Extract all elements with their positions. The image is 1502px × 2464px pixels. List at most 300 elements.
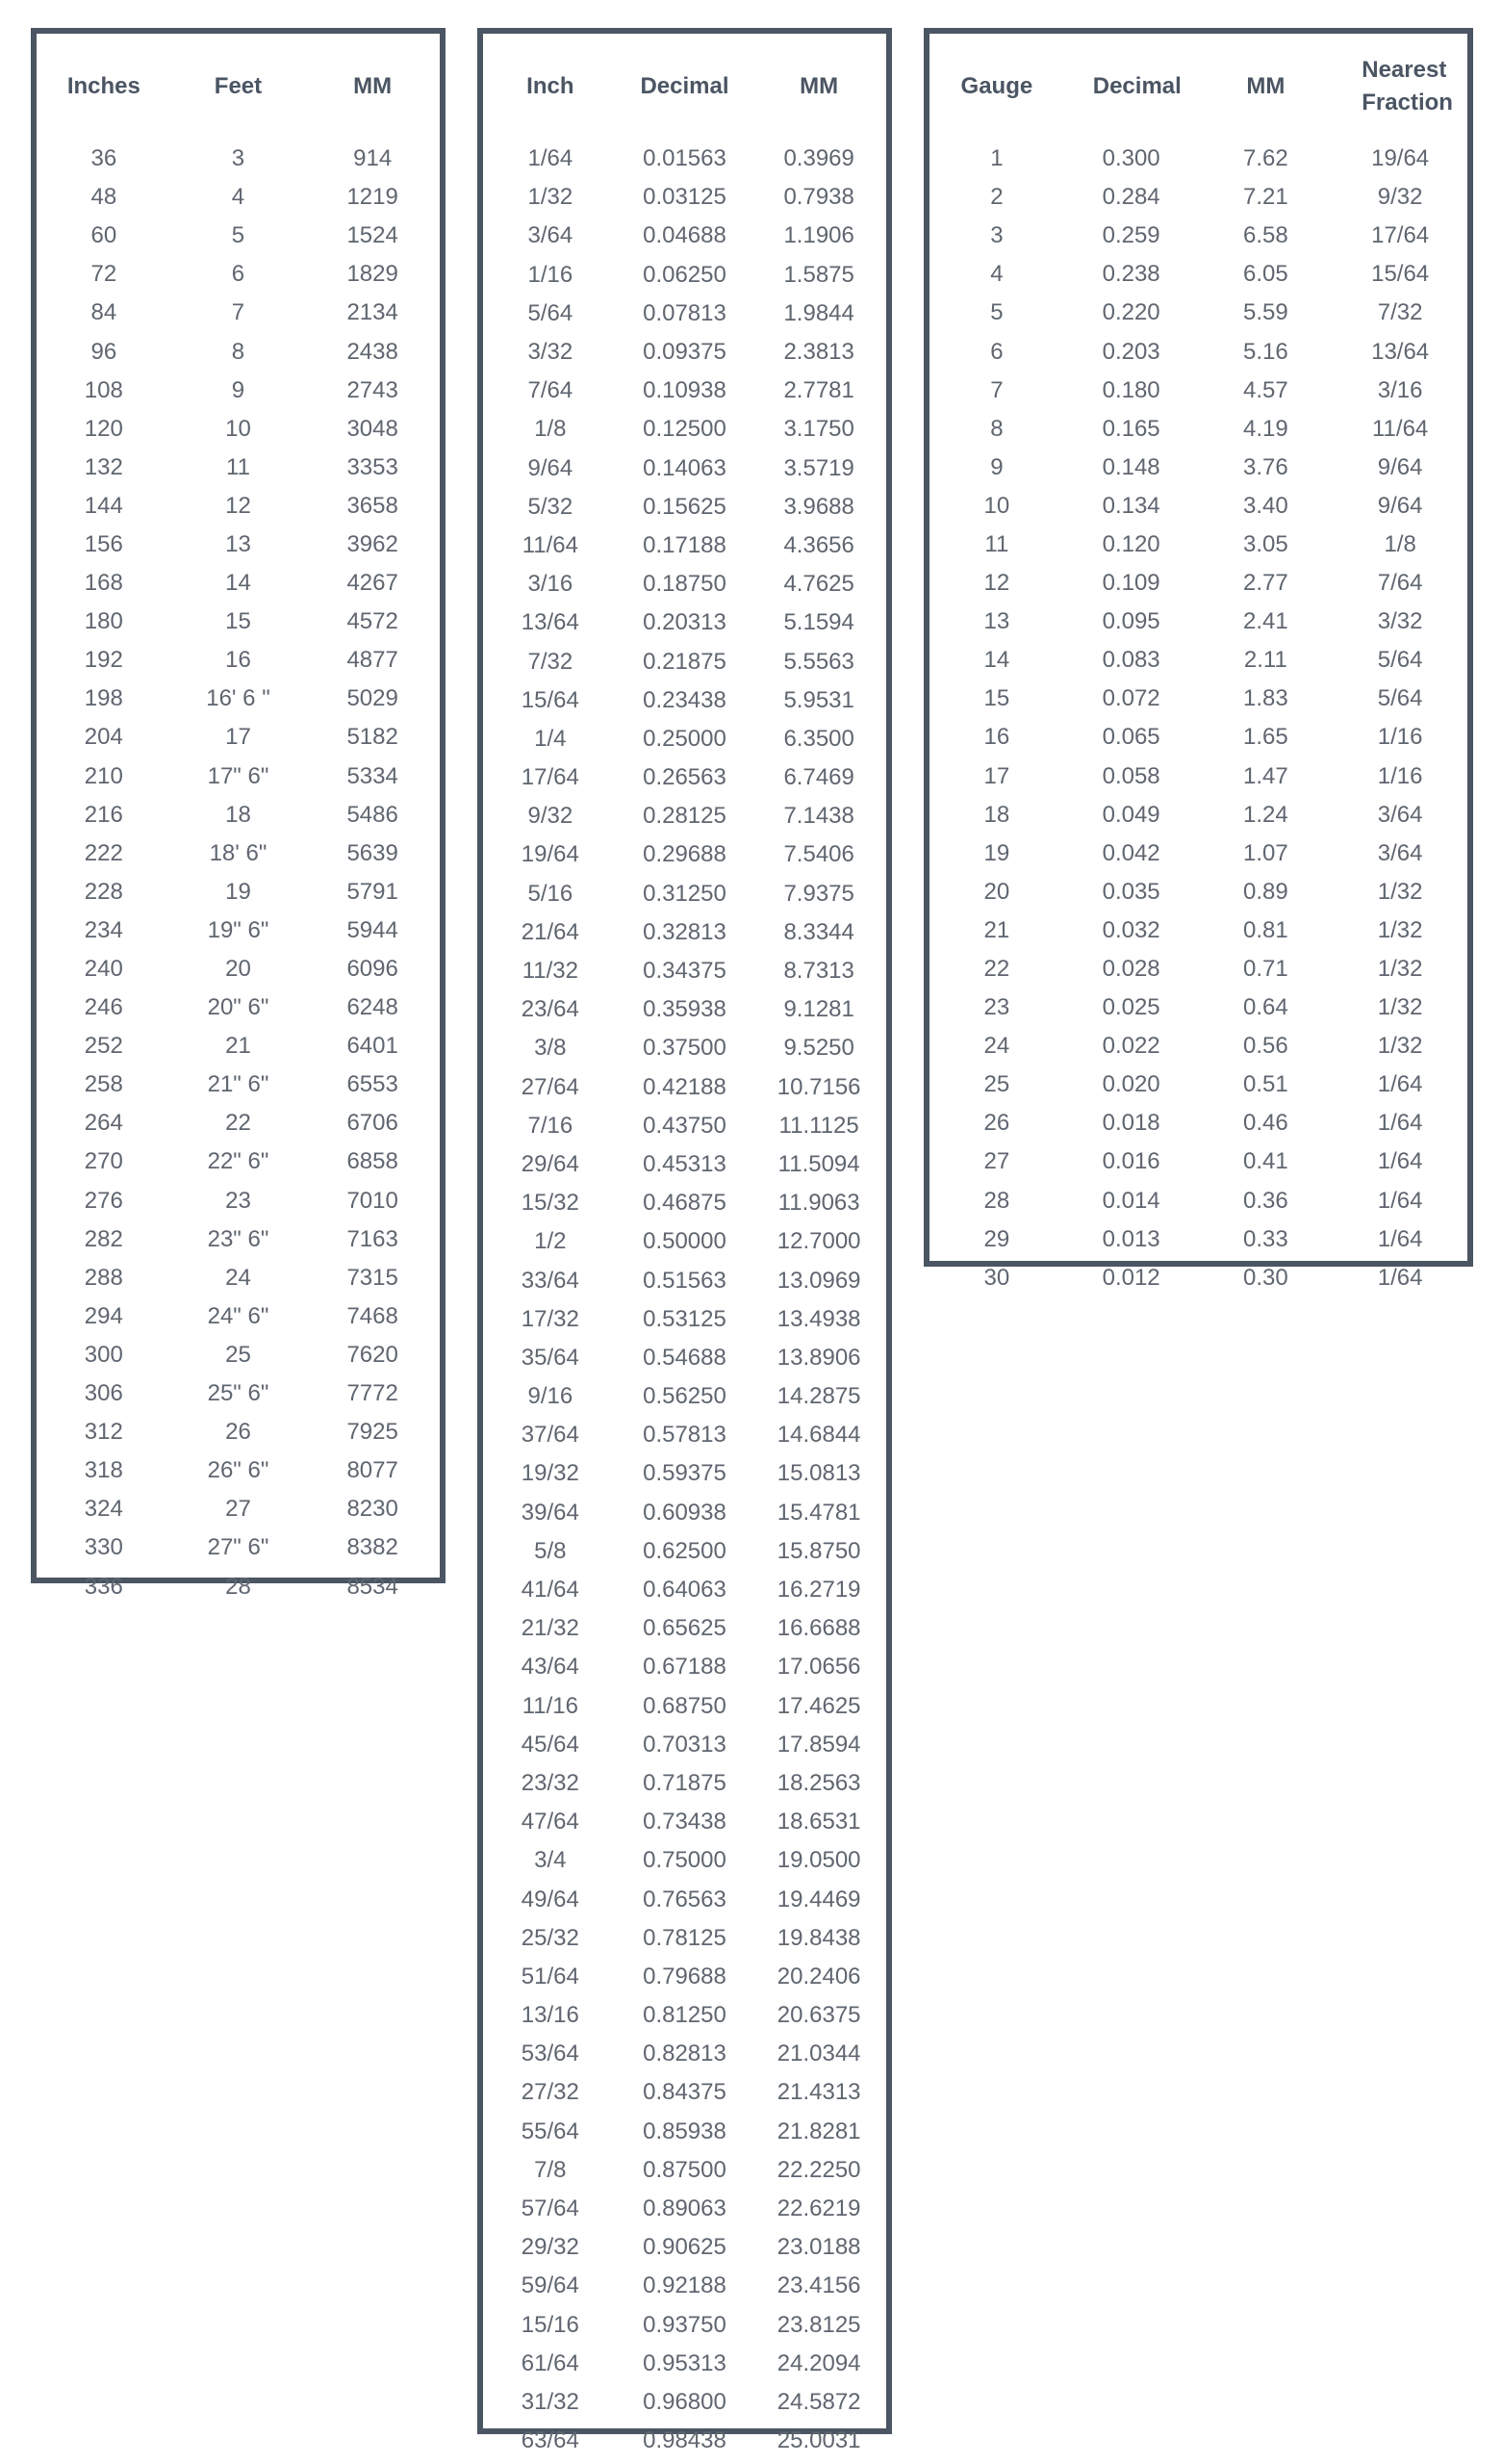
table-row xyxy=(483,1609,886,1648)
table-row xyxy=(929,718,1467,757)
table-row xyxy=(483,1958,886,1996)
table-cell: 0.54688 xyxy=(643,1344,726,1371)
table-cell: 0.23438 xyxy=(643,686,726,713)
table-cell: 1/64 xyxy=(1377,1187,1423,1214)
table-cell: 0.84375 xyxy=(643,2079,726,2106)
table-cell: 15/32 xyxy=(521,1190,579,1217)
table-cell: 0.87500 xyxy=(643,2156,726,2183)
table-cell: 20 xyxy=(983,878,1010,905)
table-row xyxy=(483,1726,886,1764)
table-cell: 13 xyxy=(225,530,251,557)
table-row xyxy=(929,410,1467,449)
table-row xyxy=(483,990,886,1029)
table-row xyxy=(37,449,440,487)
table-row xyxy=(37,1104,440,1142)
table-cell: 0.165 xyxy=(1102,415,1160,442)
table-cell: 222 xyxy=(84,839,123,866)
table-row xyxy=(483,1029,886,1067)
table-cell: 8.3344 xyxy=(783,918,854,945)
table-cell: 6401 xyxy=(346,1033,398,1060)
table-cell: 7.62 xyxy=(1243,145,1288,172)
table-cell: 5/64 xyxy=(527,299,573,326)
table-cell: 0.09375 xyxy=(643,339,726,366)
table-cell: 0.28125 xyxy=(643,803,726,830)
table-cell: 3/64 xyxy=(1377,801,1423,828)
table-cell: 4.7625 xyxy=(783,571,854,598)
table-row xyxy=(483,1764,886,1803)
table-row xyxy=(929,1065,1467,1104)
table-cell: 5.5563 xyxy=(783,648,854,675)
table-cell: 11.9063 xyxy=(777,1190,860,1217)
table-cell: 0.025 xyxy=(1102,994,1160,1021)
table-row xyxy=(37,796,440,834)
table-cell: 8.7313 xyxy=(783,958,854,985)
table-row xyxy=(37,178,440,217)
table-cell: 6248 xyxy=(346,994,398,1021)
table-cell: 17 xyxy=(225,724,251,751)
table-cell: 13.4938 xyxy=(776,1305,861,1332)
table-cell: 23.0188 xyxy=(776,2234,861,2261)
table-cell: 4 xyxy=(231,184,245,211)
length-conversion-table xyxy=(31,28,446,1600)
table-cell: 1/32 xyxy=(1377,994,1423,1021)
table-row xyxy=(929,1182,1467,1220)
table-cell: 3353 xyxy=(346,453,398,480)
table-row xyxy=(929,641,1467,680)
table-cell: 0.014 xyxy=(1102,1187,1160,1214)
table-cell: 15 xyxy=(983,685,1010,712)
table-cell: 3/32 xyxy=(1377,608,1423,635)
table-row xyxy=(483,875,886,913)
table-row xyxy=(483,1222,886,1261)
table-cell: 12 xyxy=(225,492,251,519)
table-cell: 16' 6 " xyxy=(206,685,270,712)
table-cell: 1/4 xyxy=(534,725,567,752)
table-row xyxy=(929,526,1467,564)
table-cell: 1/8 xyxy=(1384,530,1416,557)
table-cell: 6706 xyxy=(346,1110,398,1137)
table-cell: 0.012 xyxy=(1102,1264,1160,1291)
table-row xyxy=(929,178,1467,217)
table-cell: 0.95313 xyxy=(643,2349,726,2376)
table-row xyxy=(929,1220,1467,1259)
table-row xyxy=(37,1182,440,1220)
table-cell: 7620 xyxy=(346,1341,398,1368)
table-row xyxy=(483,1803,886,1841)
table-cell: 4877 xyxy=(346,647,398,674)
table-cell: 17" 6" xyxy=(207,762,269,789)
table-cell: 84 xyxy=(90,299,117,326)
table-cell: 4.19 xyxy=(1243,415,1288,442)
table-row xyxy=(483,2422,886,2460)
table-cell: 5334 xyxy=(346,762,398,789)
table-cell: 28 xyxy=(225,1573,251,1600)
table-cell: 0.06250 xyxy=(643,261,726,288)
table-cell: 3962 xyxy=(346,530,398,557)
table-cell: 43/64 xyxy=(521,1654,579,1681)
table-row xyxy=(483,952,886,990)
table-cell: 22.2250 xyxy=(776,2156,861,2183)
table-cell: 36 xyxy=(90,145,117,172)
column-header: Inches xyxy=(66,73,140,99)
table-cell: 23 xyxy=(225,1187,251,1214)
table-cell: 0.29688 xyxy=(643,841,726,868)
table-cell: 55/64 xyxy=(521,2118,579,2144)
table-cell: 23/32 xyxy=(521,1769,579,1796)
table-cell: 26" 6" xyxy=(207,1457,269,1484)
table-cell: 240 xyxy=(84,956,123,983)
table-cell: 192 xyxy=(84,647,123,674)
table-cell: 4.57 xyxy=(1243,376,1288,403)
table-cell: 15 xyxy=(225,608,251,635)
table-row xyxy=(483,1261,886,1299)
table-cell: 0.083 xyxy=(1102,647,1160,674)
table-cell: 0.42188 xyxy=(643,1073,726,1100)
table-row xyxy=(37,1567,440,1605)
table-cell: 27/32 xyxy=(521,2079,579,2106)
table-cell: 2.41 xyxy=(1243,608,1288,635)
table-cell: 13.8906 xyxy=(776,1344,861,1371)
table-cell: 14.6844 xyxy=(776,1422,861,1449)
table-cell: 16 xyxy=(983,724,1010,751)
table-cell: 9/32 xyxy=(1377,184,1423,211)
table-cell: 0.18750 xyxy=(643,571,726,598)
table-row xyxy=(483,410,886,449)
table-cell: 0.17188 xyxy=(643,531,726,558)
table-cell: 24.5872 xyxy=(776,2388,861,2415)
column-header: MM xyxy=(800,73,839,99)
table-cell: 0.31250 xyxy=(643,880,726,907)
table-cell: 22 xyxy=(225,1110,251,1137)
table-cell: 13/64 xyxy=(1371,338,1430,365)
table-cell: 294 xyxy=(84,1302,123,1329)
table-cell: 0.148 xyxy=(1102,453,1160,480)
table-cell: 0.284 xyxy=(1102,184,1160,211)
table-row xyxy=(483,1145,886,1184)
table-row xyxy=(37,294,440,332)
table-row xyxy=(37,1413,440,1451)
table-row xyxy=(483,1880,886,1918)
table-cell: 0.07813 xyxy=(643,299,726,326)
table-cell: 8077 xyxy=(346,1457,398,1484)
table-cell: 31/32 xyxy=(521,2388,579,2415)
table-row xyxy=(37,950,440,988)
table-cell: 9 xyxy=(990,453,1004,480)
table-cell: 25.0031 xyxy=(776,2427,861,2454)
table-cell: 312 xyxy=(84,1419,123,1446)
table-cell: 18' 6" xyxy=(209,839,267,866)
table-cell: 0.71 xyxy=(1243,956,1288,983)
table-row xyxy=(929,564,1467,603)
table-row xyxy=(37,564,440,603)
table-row xyxy=(483,526,886,565)
table-cell: 1.47 xyxy=(1243,762,1288,789)
table-row xyxy=(929,487,1467,526)
table-cell: 5/64 xyxy=(1377,647,1423,674)
table-cell: 15.4781 xyxy=(776,1499,861,1526)
table-cell: 914 xyxy=(353,145,393,172)
table-cell: 21 xyxy=(225,1033,251,1060)
column-header: MM xyxy=(1246,73,1286,99)
table-cell: 24" 6" xyxy=(207,1302,269,1329)
table-row xyxy=(483,1377,886,1416)
table-cell: 300 xyxy=(84,1341,123,1368)
table-cell: 21/64 xyxy=(521,918,579,945)
table-cell: 2134 xyxy=(346,299,398,326)
table-row xyxy=(483,449,886,488)
table-row xyxy=(483,2383,886,2422)
table-row xyxy=(37,140,440,178)
table-cell: 18 xyxy=(225,801,251,828)
table-cell: 27" 6" xyxy=(207,1534,269,1561)
table-row xyxy=(483,256,886,295)
table-row xyxy=(929,873,1467,911)
table-cell: 25 xyxy=(983,1071,1010,1098)
table-row xyxy=(37,1528,440,1567)
table-cell: 20.2406 xyxy=(776,1963,861,1989)
table-row xyxy=(929,255,1467,294)
table-cell: 20 xyxy=(225,956,251,983)
table-cell: 21/32 xyxy=(521,1615,579,1642)
table-cell: 7.21 xyxy=(1243,184,1288,211)
table-row xyxy=(483,2345,886,2383)
table-cell: 0.59375 xyxy=(643,1460,726,1487)
table-cell: 25" 6" xyxy=(207,1380,269,1407)
table-cell: 18.6531 xyxy=(776,1809,861,1835)
table-cell: 0.98438 xyxy=(643,2427,726,2454)
table-cell: 0.82813 xyxy=(643,2040,726,2067)
table-cell: 3/32 xyxy=(527,339,573,366)
table-cell: 10 xyxy=(983,492,1010,519)
table-row xyxy=(929,911,1467,950)
table-cell: 17.8594 xyxy=(776,1731,861,1758)
table-cell: 144 xyxy=(84,492,123,519)
table-row xyxy=(37,1142,440,1181)
table-cell: 5791 xyxy=(346,878,398,905)
table-cell: 3.1750 xyxy=(783,416,854,443)
table-cell: 0.238 xyxy=(1102,261,1160,288)
table-cell: 21.8281 xyxy=(776,2118,861,2144)
table-row xyxy=(37,911,440,950)
table-row xyxy=(483,2306,886,2345)
table-cell: 180 xyxy=(84,608,123,635)
table-cell: 0.042 xyxy=(1102,839,1160,866)
table-header-row xyxy=(37,34,440,140)
table-cell: 7/32 xyxy=(1377,299,1423,326)
table-cell: 5/64 xyxy=(1377,685,1423,712)
table-cell: 47/64 xyxy=(521,1809,579,1835)
table-row xyxy=(37,1297,440,1336)
table-header-row xyxy=(929,34,1467,140)
table-cell: 0.67188 xyxy=(643,1654,726,1681)
table-cell: 1.5875 xyxy=(783,261,854,288)
table-row xyxy=(929,950,1467,988)
table-cell: 0.220 xyxy=(1102,299,1160,326)
table-cell: 0.32813 xyxy=(643,918,726,945)
table-row xyxy=(37,757,440,796)
table-cell: 13.0969 xyxy=(776,1267,861,1294)
table-row xyxy=(483,1494,886,1532)
table-cell: 19.0500 xyxy=(776,1847,861,1874)
table-row xyxy=(483,1454,886,1493)
table-row xyxy=(37,680,440,718)
table-cell: 4 xyxy=(990,261,1004,288)
table-row xyxy=(483,1416,886,1454)
table-cell: 9.1281 xyxy=(783,996,854,1023)
table-cell: 0.70313 xyxy=(643,1731,726,1758)
table-cell: 0.90625 xyxy=(643,2234,726,2261)
table-cell: 23.8125 xyxy=(776,2311,861,2338)
table-cell: 28 xyxy=(983,1187,1010,1214)
table-cell: 0.03125 xyxy=(643,184,726,211)
table-cell: 246 xyxy=(84,994,123,1021)
table-cell: 0.60938 xyxy=(643,1499,726,1526)
table-cell: 0.259 xyxy=(1102,222,1160,249)
table-cell: 0.68750 xyxy=(643,1692,726,1719)
table-row xyxy=(37,410,440,449)
table-cell: 23/64 xyxy=(521,996,579,1023)
table-cell: 3658 xyxy=(346,492,398,519)
table-cell: 27/64 xyxy=(521,1073,579,1100)
table-cell: 0.33 xyxy=(1243,1225,1288,1252)
table-cell: 1219 xyxy=(346,184,398,211)
table-row xyxy=(929,332,1467,371)
table-row xyxy=(929,294,1467,332)
table-cell: 1.83 xyxy=(1243,685,1288,712)
table-cell: 5639 xyxy=(346,839,398,866)
column-header: Nearest Fraction xyxy=(1362,57,1453,116)
table-cell: 23" 6" xyxy=(207,1225,269,1252)
table-cell: 0.81 xyxy=(1243,916,1288,943)
table-row xyxy=(37,718,440,757)
table-row xyxy=(483,642,886,680)
table-cell: 16 xyxy=(225,647,251,674)
table-cell: 0.26563 xyxy=(643,764,726,791)
table-cell: 258 xyxy=(84,1071,123,1098)
table-cell: 252 xyxy=(84,1033,123,1060)
table-cell: 7 xyxy=(231,299,245,326)
table-row xyxy=(37,834,440,873)
table-cell: 0.75000 xyxy=(643,1847,726,1874)
table-cell: 10 xyxy=(225,415,251,442)
table-row xyxy=(483,488,886,526)
table-cell: 19" 6" xyxy=(207,916,269,943)
table-row xyxy=(483,140,886,178)
table-row xyxy=(483,913,886,952)
table-cell: 12.7000 xyxy=(776,1228,861,1255)
table-cell: 1/64 xyxy=(1377,1071,1423,1098)
table-cell: 9 xyxy=(231,376,245,403)
table-row xyxy=(929,1142,1467,1181)
table-cell: 0.018 xyxy=(1102,1110,1160,1137)
table-cell: 23 xyxy=(983,994,1010,1021)
table-row xyxy=(483,1300,886,1339)
table-cell: 17/64 xyxy=(521,764,579,791)
table-cell: 0.65625 xyxy=(643,1615,726,1642)
table-cell: 6096 xyxy=(346,956,398,983)
table-cell: 1829 xyxy=(346,261,398,288)
table-cell: 7/8 xyxy=(534,2156,567,2183)
table-cell: 0.35938 xyxy=(643,996,726,1023)
table-cell: 13/64 xyxy=(521,609,579,636)
table-cell: 11 xyxy=(984,530,1009,557)
table-cell: 57/64 xyxy=(521,2195,579,2222)
table-cell: 3.5719 xyxy=(783,454,854,481)
table-cell: 0.049 xyxy=(1102,801,1160,828)
table-cell: 0.93750 xyxy=(643,2311,726,2338)
table-cell: 0.71875 xyxy=(643,1769,726,1796)
table-cell: 7.1438 xyxy=(783,803,854,830)
table-cell: 0.04688 xyxy=(643,222,726,249)
column-header: MM xyxy=(353,73,393,99)
table-cell: 6858 xyxy=(346,1148,398,1175)
table-row xyxy=(483,1919,886,1958)
table-row xyxy=(483,720,886,758)
table-cell: 0.53125 xyxy=(643,1305,726,1332)
table-cell: 0.058 xyxy=(1102,762,1160,789)
table-cell: 24 xyxy=(225,1264,251,1291)
table-cell: 234 xyxy=(84,916,123,943)
table-row xyxy=(37,487,440,526)
table-cell: 7468 xyxy=(346,1302,398,1329)
column-header: Inch xyxy=(526,73,574,99)
table-row xyxy=(483,1068,886,1107)
table-row xyxy=(483,295,886,333)
table-cell: 0.37500 xyxy=(643,1035,726,1062)
table-cell: 9/64 xyxy=(1377,453,1423,480)
table-row xyxy=(483,1996,886,2035)
table-cell: 8 xyxy=(990,415,1004,442)
table-cell: 3.05 xyxy=(1243,530,1288,557)
column-header: Feet xyxy=(214,73,263,99)
table-cell: 3/64 xyxy=(1377,839,1423,866)
table-row xyxy=(483,681,886,720)
table-cell: 0.095 xyxy=(1102,608,1160,635)
table-cell: 7315 xyxy=(346,1264,398,1291)
table-cell: 318 xyxy=(84,1457,123,1484)
table-cell: 5944 xyxy=(346,916,398,943)
table-cell: 6 xyxy=(231,261,245,288)
table-cell: 1.07 xyxy=(1243,839,1288,866)
table-cell: 8382 xyxy=(346,1534,398,1561)
table-cell: 29/32 xyxy=(521,2234,579,2261)
table-cell: 4.3656 xyxy=(783,531,854,558)
fraction-table xyxy=(483,34,886,2460)
table-row xyxy=(929,988,1467,1027)
table-row xyxy=(483,2267,886,2305)
table-cell: 0.035 xyxy=(1102,878,1160,905)
table-cell: 25/32 xyxy=(521,1924,579,1951)
table-cell: 6.3500 xyxy=(783,725,854,752)
table-cell: 13/16 xyxy=(521,2002,579,2029)
table-cell: 6.58 xyxy=(1243,222,1288,249)
table-cell: 168 xyxy=(84,570,123,597)
table-cell: 288 xyxy=(84,1264,123,1291)
length-table xyxy=(37,34,440,1606)
table-row xyxy=(483,835,886,874)
table-row xyxy=(483,217,886,255)
table-cell: 15/64 xyxy=(1371,261,1430,288)
table-row xyxy=(483,333,886,372)
table-cell: 11 xyxy=(226,453,250,480)
table-cell: 16.2719 xyxy=(776,1577,861,1604)
table-cell: 282 xyxy=(84,1225,123,1252)
table-row xyxy=(929,757,1467,796)
table-cell: 0.64063 xyxy=(643,1577,726,1604)
table-cell: 1/8 xyxy=(534,416,567,443)
table-cell: 3048 xyxy=(346,415,398,442)
table-cell: 0.62500 xyxy=(643,1537,726,1564)
